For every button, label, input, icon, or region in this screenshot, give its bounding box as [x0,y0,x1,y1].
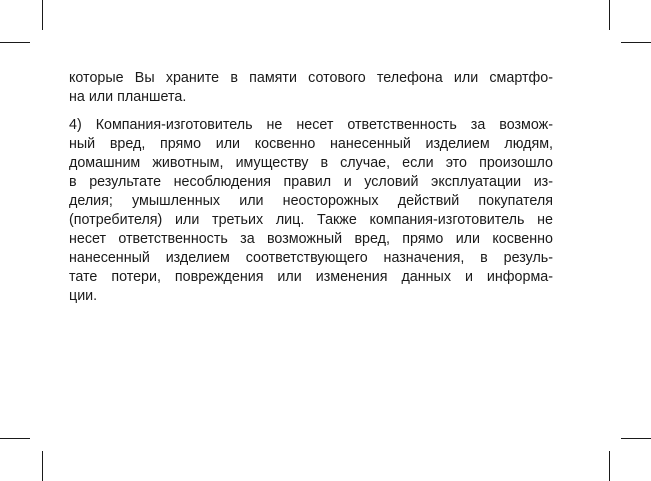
paragraph-spacer [69,107,553,116]
crop-mark-top-right-vertical [609,0,610,30]
text-line: ции. [69,288,98,304]
crop-mark-top-left-vertical [42,0,43,30]
text-line: несет ответственность за возможный вред, прямо или косвенно [69,231,553,247]
text-line: домашним животным, имуществу в случае, если это произошло [69,155,553,171]
text-line: в результате несоблюдения правил и условий эксплуатации из- [69,174,553,190]
crop-mark-top-right-horizontal [621,42,651,43]
crop-mark-bottom-right-vertical [609,451,610,481]
text-line: на или планшета. [69,89,187,105]
crop-mark-bottom-right-horizontal [621,438,651,439]
text-line: делия; умышленных или неосторожных действий покупателя [69,193,553,209]
text-line: нанесенный изделием соответствующего назначения, в резуль- [69,250,553,266]
paragraph-continuation [69,69,553,107]
text-line: (потребителя) или третьих лиц. Также компания-изготовитель не [69,212,553,228]
page-body-text [69,69,553,306]
crop-mark-bottom-left-vertical [42,451,43,481]
text-line: которые Вы храните в памяти сотового телефона или смартфо- [69,70,553,86]
crop-mark-bottom-left-horizontal [0,438,30,439]
text-line: тате потери, повреждения или изменения данных и информа- [69,269,553,285]
crop-mark-top-left-horizontal [0,42,30,43]
text-line: ный вред, прямо или косвенно нанесенный изделием людям, [69,136,553,152]
paragraph-item-4 [69,116,553,306]
text-line: 4) Компания-изготовитель не несет ответственность за возмож- [69,117,553,133]
